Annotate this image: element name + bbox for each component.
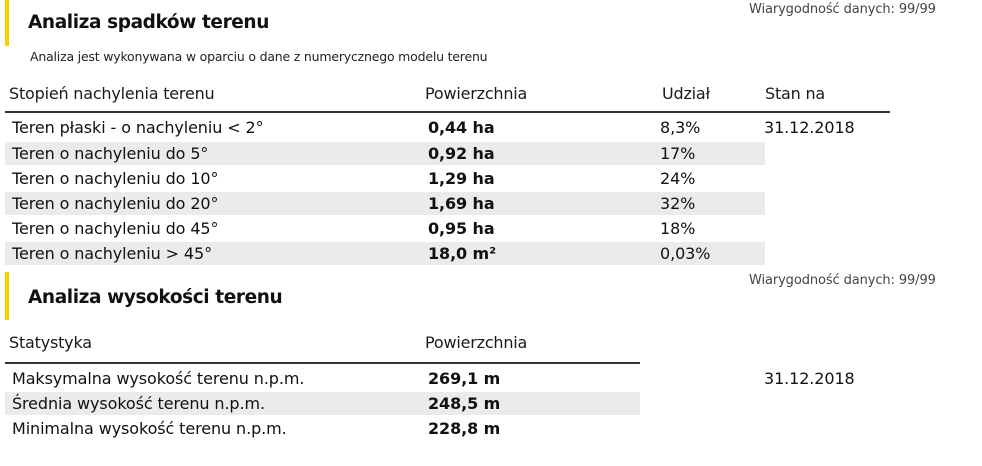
row-label: Teren o nachyleniu do 10° [12, 169, 219, 188]
row-value: 269,1 m [428, 369, 501, 388]
row-share: 32% [660, 194, 696, 213]
slope-section-title: Analiza spadków terenu [28, 12, 269, 33]
row-value: 228,8 m [428, 419, 501, 438]
row-label: Teren o nachyleniu do 45° [12, 219, 219, 238]
row-share: 24% [660, 169, 696, 188]
row-label: Teren płaski - o nachyleniu < 2° [12, 118, 264, 137]
col-header-area: Powierzchnia [425, 333, 528, 352]
table-row [5, 392, 640, 415]
table-row [5, 167, 765, 190]
row-label: Minimalna wysokość terenu n.p.m. [12, 419, 287, 438]
row-area: 1,29 ha [428, 169, 495, 188]
row-area: 18,0 m² [428, 244, 497, 263]
row-share: 18% [660, 219, 696, 238]
row-label: Teren o nachyleniu do 5° [12, 144, 209, 163]
row-label: Średnia wysokość terenu n.p.m. [12, 394, 265, 413]
as-of-date: 31.12.2018 [764, 118, 855, 137]
table-row [5, 417, 640, 440]
row-area: 1,69 ha [428, 194, 495, 213]
table-row [5, 116, 855, 139]
slope-reliability-label: Wiarygodność danych: 99/99 [749, 2, 936, 17]
row-label: Teren o nachyleniu do 20° [12, 194, 219, 213]
row-value: 248,5 m [428, 394, 501, 413]
row-area: 0,95 ha [428, 219, 495, 238]
table-row [5, 367, 640, 390]
section-accent-bar [5, 272, 9, 320]
elevation-reliability-label: Wiarygodność danych: 99/99 [749, 273, 936, 288]
table-row [5, 192, 765, 215]
slope-section-subtitle: Analiza jest wykonywana w oparciu o dane z numerycznego modelu terenu [30, 49, 488, 64]
row-area: 0,92 ha [428, 144, 495, 163]
col-header-area: Powierzchnia [425, 84, 528, 103]
table-row [5, 242, 765, 265]
section-accent-bar [5, 0, 9, 46]
table-row [5, 217, 765, 240]
row-area: 0,44 ha [428, 118, 495, 137]
elevation-section-title: Analiza wysokości terenu [28, 287, 283, 308]
as-of-date: 31.12.2018 [764, 369, 855, 388]
table-header-divider [5, 111, 890, 113]
row-label: Maksymalna wysokość terenu n.p.m. [12, 369, 305, 388]
col-header-share: Udział [662, 84, 710, 103]
col-header-statistic: Statystyka [9, 333, 92, 352]
row-share: 0,03% [660, 244, 711, 263]
row-label: Teren o nachyleniu > 45° [12, 244, 212, 263]
row-share: 8,3% [660, 118, 701, 137]
col-header-as-of: Stan na [765, 84, 826, 103]
row-share: 17% [660, 144, 696, 163]
table-header-divider [5, 362, 640, 364]
table-row [5, 142, 765, 165]
col-header-degree: Stopień nachylenia terenu [9, 84, 215, 103]
